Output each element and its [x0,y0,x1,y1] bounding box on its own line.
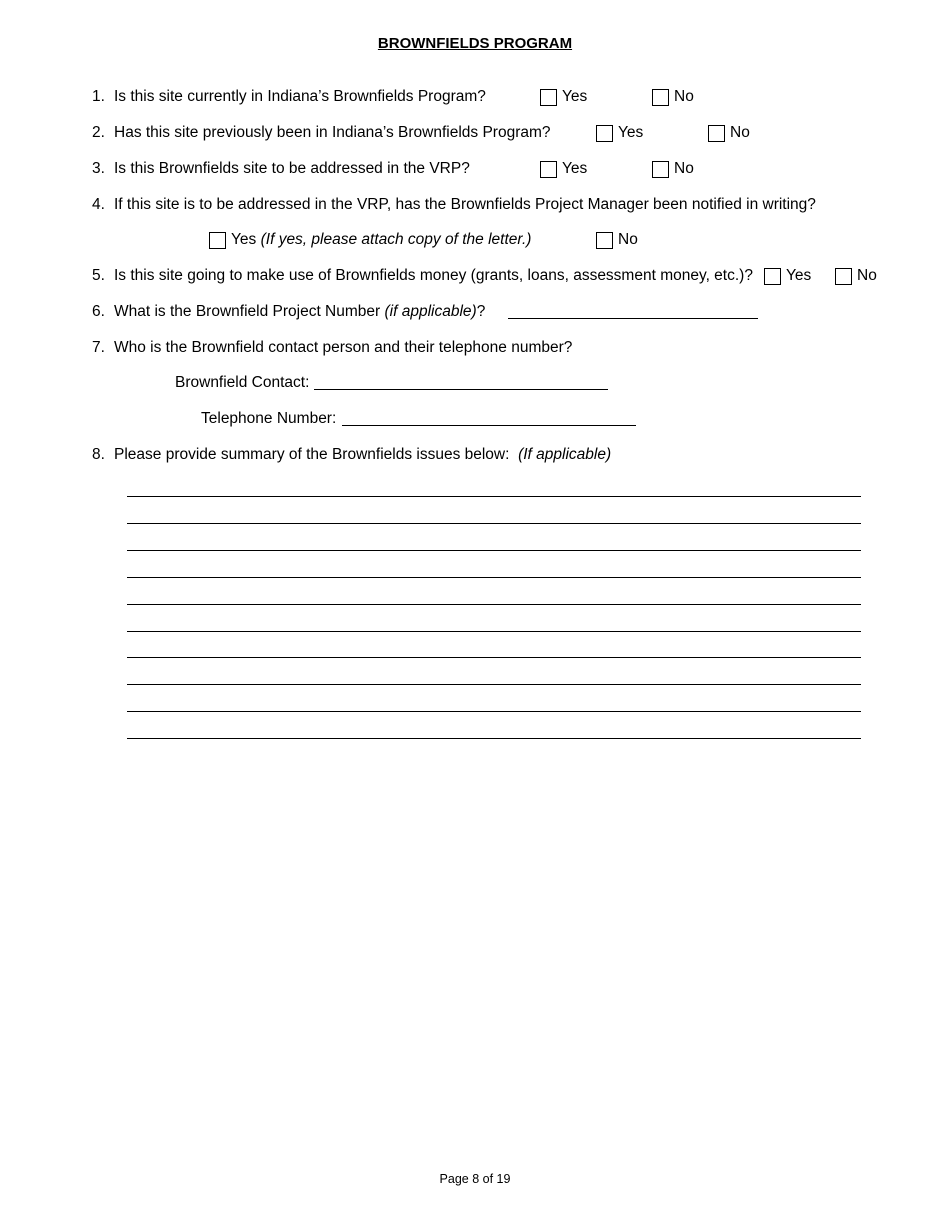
question-3-text: Is this Brownfields site to be addressed in the VRP? [114,160,470,177]
summary-line[interactable] [127,496,861,497]
question-8-note: (If applicable) [518,446,612,463]
page-title: BROWNFIELDS PROGRAM [377,35,573,52]
q3-no-checkbox[interactable] [652,161,669,178]
q5-no-label: No [857,267,877,284]
q1-yes-label: Yes [562,88,588,105]
q2-no-label: No [730,124,750,141]
q4-yes-label [231,231,531,249]
q1-yes-checkbox[interactable] [540,89,557,106]
q5-yes-checkbox[interactable] [764,268,781,285]
q3-no-label: No [674,160,694,177]
question-4-text: If this site is to be addressed in the VRP, has the Brownfields Project Manager been notified in writing? [114,196,816,213]
question-2-text: Has this site previously been in Indiana’s Brownfields Program? [114,124,551,141]
project-number-field[interactable] [508,318,758,319]
summary-line[interactable] [127,550,861,551]
q5-no-checkbox[interactable] [835,268,852,285]
question-1-text: Is this site currently in Indiana’s Brownfields Program? [114,88,486,105]
question-6-note: (if applicable) [384,303,477,320]
summary-line[interactable] [127,738,861,739]
question-7-number: 7. [92,339,105,356]
phone-label: Telephone Number: [201,410,337,427]
q4-no-label: No [618,231,638,248]
question-5-text: Is this site going to make use of Brownfields money (grants, loans, assessment money, etc.)? [114,267,753,284]
q4-yes-note: (If yes, please attach copy of the letter.) [260,231,532,248]
question-8-text [114,446,611,464]
q4-yes-word: Yes [231,231,257,248]
q2-yes-checkbox[interactable] [596,125,613,142]
question-6-text [114,303,485,321]
summary-line[interactable] [127,684,861,685]
summary-line[interactable] [127,711,861,712]
question-4-number: 4. [92,196,105,213]
question-2-number: 2. [92,124,105,141]
contact-field[interactable] [314,389,608,390]
summary-line[interactable] [127,604,861,605]
question-8-main: Please provide summary of the Brownfields issues below: [114,446,510,463]
question-6-suffix: ? [476,303,486,320]
question-6-number: 6. [92,303,105,320]
q3-yes-label: Yes [562,160,588,177]
question-5-number: 5. [92,267,105,284]
question-3-number: 3. [92,160,105,177]
summary-line[interactable] [127,631,861,632]
phone-field[interactable] [342,425,636,426]
question-7-text: Who is the Brownfield contact person and their telephone number? [114,339,573,356]
question-6-main: What is the Brownfield Project Number [114,303,385,320]
summary-line[interactable] [127,577,861,578]
q4-no-checkbox[interactable] [596,232,613,249]
contact-label: Brownfield Contact: [175,374,310,391]
q1-no-label: No [674,88,694,105]
q3-yes-checkbox[interactable] [540,161,557,178]
q2-yes-label: Yes [618,124,644,141]
question-1-number: 1. [92,88,105,105]
q1-no-checkbox[interactable] [652,89,669,106]
page-footer: Page 8 of 19 [439,1172,511,1186]
q5-yes-label: Yes [786,267,812,284]
q4-yes-checkbox[interactable] [209,232,226,249]
question-8-number: 8. [92,446,105,463]
summary-line[interactable] [127,657,861,658]
summary-line[interactable] [127,523,861,524]
q2-no-checkbox[interactable] [708,125,725,142]
